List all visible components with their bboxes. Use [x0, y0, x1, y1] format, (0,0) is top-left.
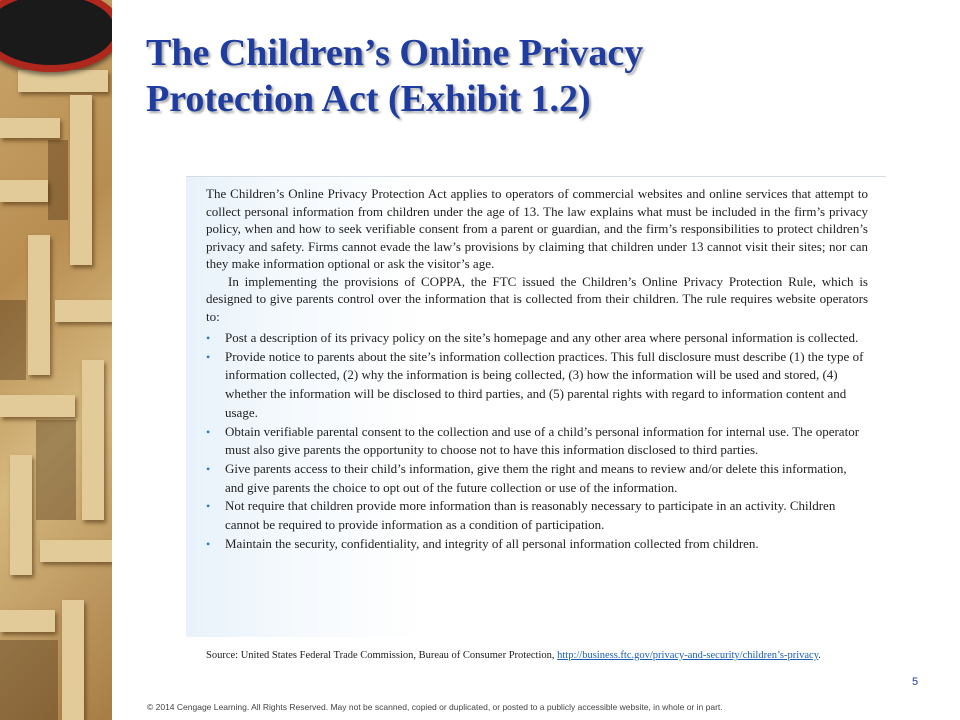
list-item-text: Post a description of its privacy policy on the site’s homepage and any other area where personal information is collected.	[225, 330, 859, 345]
maze-background-image	[0, 0, 112, 720]
source-link[interactable]: http://business.ftc.gov/privacy-and-security/children’s-privacy	[557, 650, 819, 661]
list-item	[206, 497, 868, 534]
list-item-text: Give parents access to their child’s information, give them the right and means to review and/or delete this information, and give parents the choice to opt out of the future collection or use of the information.	[225, 460, 847, 495]
maze-hole	[0, 0, 112, 72]
requirements-list	[206, 329, 868, 553]
bullet-icon: •	[206, 331, 211, 345]
source-text: Source: United States Federal Trade Commission, Bureau of Consumer Protection,	[206, 650, 558, 661]
exhibit-paragraph-1: The Children’s Online Privacy Protection Act applies to operators of commercial websites and online services that attempt to collect personal information from children under the age of 13. The law explains what must be included in the firm’s privacy policy, when and how to seek verifiable consent from a parent or guardian, and the firm’s responsibilities to protect children’s privacy and safety. Firms cannot evade the law’s provisions by claiming that children under 13 cannot visit their sites; nor can they make information optional or ask the visitor’s age.	[206, 186, 868, 271]
source-end: .	[818, 650, 821, 661]
list-item	[206, 423, 868, 460]
list-item	[206, 348, 868, 423]
exhibit-paragraph-2: In implementing the provisions of COPPA, the FTC issued the Children’s Online Privacy Protection Rule, which is designed to give parents control over the information that is collected from their children. The rule requires website operators to:	[206, 273, 868, 324]
source-citation	[206, 648, 856, 663]
copyright-notice: © 2014 Cengage Learning. All Rights Reserved. May not be scanned, copied or duplicated, or posted to a publicly accessible website, in whole or in part.	[147, 702, 723, 712]
exhibit-box	[186, 176, 886, 637]
list-item-text: Obtain verifiable parental consent to the collection and use of a child’s personal information for internal use. The operator must also give parents the opportunity to choose not to have this information disclosed to third parties.	[225, 423, 860, 458]
list-item-text: Provide notice to parents about the site’s information collection practices. This full disclosure must describe (1) the type of information collected, (2) why the information is being collected, (3) how the information will be used and stored, (4) whether the information will be disclosed to third parties, and (5) parental rights with regard to information content and usage.	[225, 348, 864, 420]
list-item	[206, 535, 868, 554]
bullet-icon: •	[206, 424, 211, 439]
slide-title	[146, 30, 926, 122]
exhibit-intro	[206, 185, 868, 325]
list-item-text: Not require that children provide more information than is reasonably necessary to participate in an activity. Children cannot be required to provide information as a condition of participation.	[225, 498, 836, 533]
list-item	[206, 329, 868, 348]
title-line-2: Protection Act (Exhibit 1.2)	[146, 78, 591, 120]
list-item-text: Maintain the security, confidentiality, and integrity of all personal information collected from children.	[225, 535, 759, 551]
list-item	[206, 460, 868, 497]
bullet-icon: •	[206, 461, 211, 476]
page-number: 5	[912, 676, 919, 688]
title-line-1: The Children’s Online Privacy	[146, 32, 644, 74]
bullet-icon: •	[206, 536, 211, 551]
bullet-icon: •	[206, 499, 211, 514]
bullet-icon: •	[206, 349, 211, 364]
